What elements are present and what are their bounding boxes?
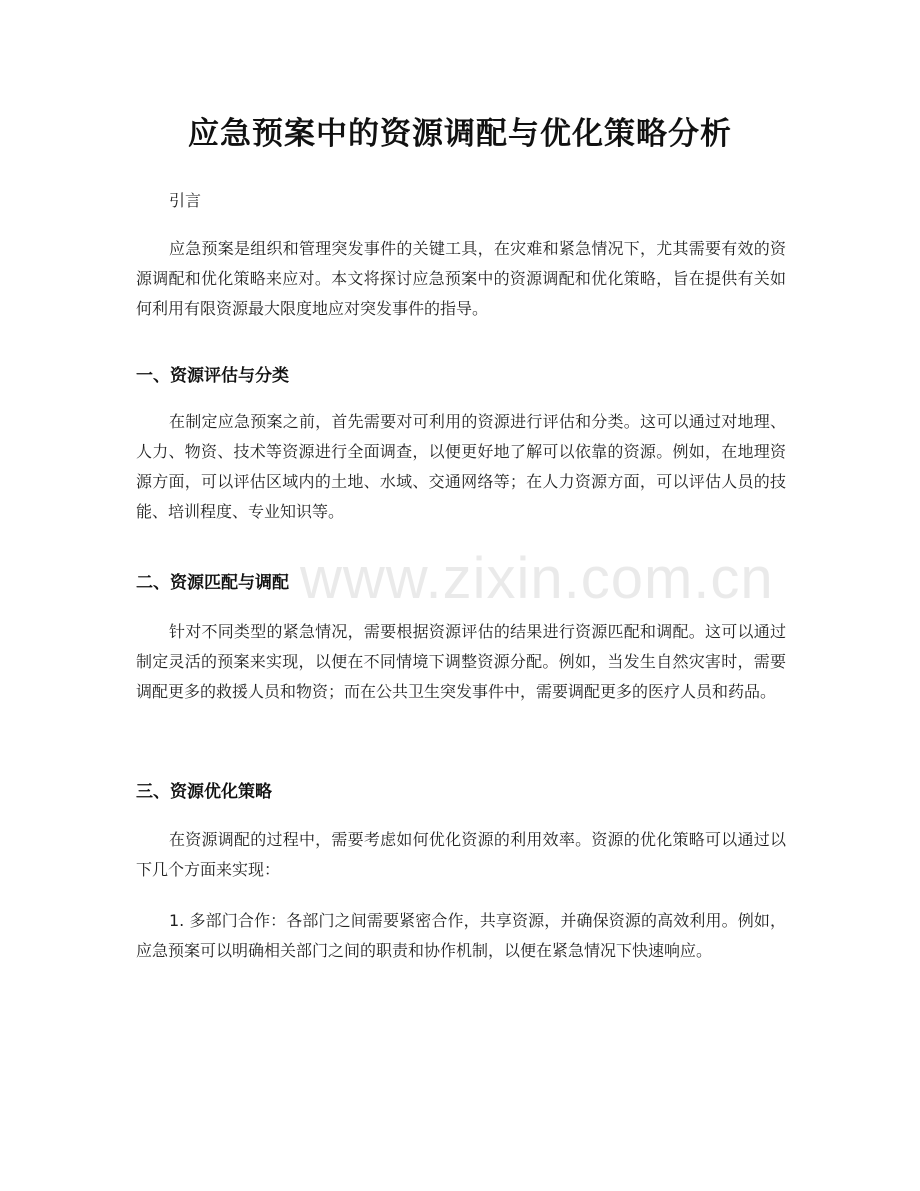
section-heading-3: 三、资源优化策略 — [136, 782, 272, 802]
section-heading-1: 一、资源评估与分类 — [136, 366, 289, 386]
intro-paragraph: 应急预案是组织和管理突发事件的关键工具，在灾难和紧急情况下，尤其需要有效的资源调配和优化策略来应对。本文将探讨应急预案中的资源调配和优化策略，旨在提供有关如何利用有限资源最大限度地应对突发事件的指导。 — [136, 239, 786, 318]
section-paragraph-3: 在资源调配的过程中，需要考虑如何优化资源的利用效率。资源的优化策略可以通过以下几个方面来实现： — [136, 830, 786, 879]
intro-label: 引言 — [169, 191, 202, 210]
document-title: 应急预案中的资源调配与优化策略分析 — [188, 116, 732, 152]
section-paragraph-1: 在制定应急预案之前，首先需要对可利用的资源进行评估和分类。这可以通过对地理、人力、物资、技术等资源进行全面调查，以便更好地了解可以依靠的资源。例如，在地理资源方面，可以评估区域内的土地、水域、交通网络等；在人力资源方面，可以评估人员的技能、培训程度、专业知识等。 — [136, 412, 786, 521]
section-heading-2: 二、资源匹配与调配 — [136, 573, 289, 593]
section-paragraph-2: 针对不同类型的紧急情况，需要根据资源评估的结果进行资源匹配和调配。这可以通过制定灵活的预案来实现，以便在不同情境下调整资源分配。例如，当发生自然灾害时，需要调配更多的救援人员和物资；而在公共卫生突发事件中，需要调配更多的医疗人员和药品。 — [136, 622, 786, 701]
list-item-1: 1. 多部门合作：各部门之间需要紧密合作，共享资源，并确保资源的高效利用。例如，应急预案可以明确相关部门之间的职责和协作机制，以便在紧急情况下快速响应。 — [136, 911, 786, 960]
watermark-text: www.zixin.com.cn — [300, 546, 774, 611]
